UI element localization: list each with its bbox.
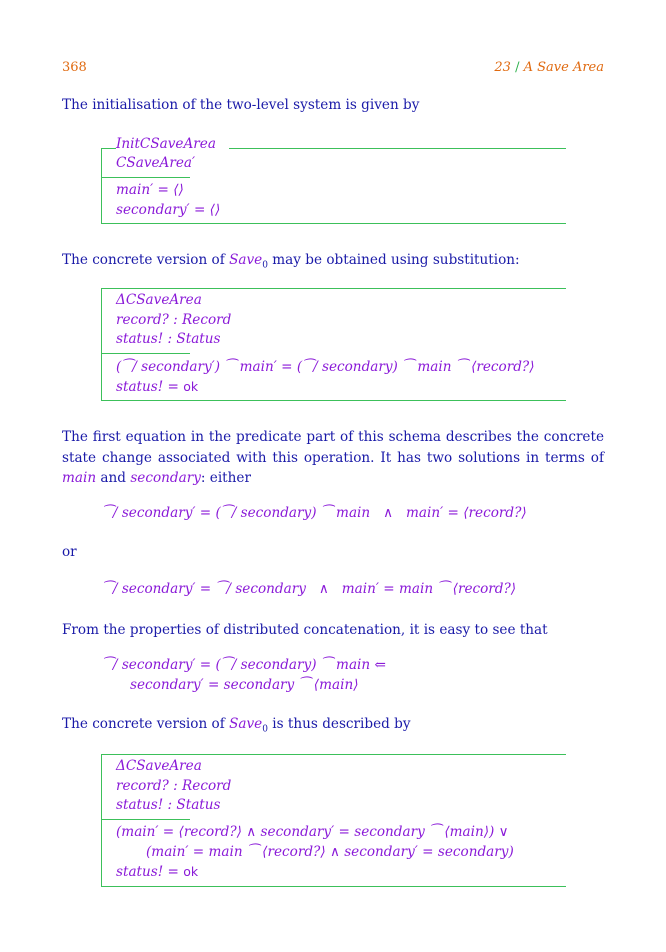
schema-predicate-1: (main′ = ⟨record?⟩ ∧ secondary′ = secondary ⁀ ⟨main⟩) ∨ xyxy=(116,824,509,840)
schema-divider xyxy=(101,819,190,820)
schema-left-rule xyxy=(101,288,102,401)
paragraph-substitution: The concrete version of Save$_0$ may be obtained using substitution: xyxy=(62,252,520,271)
schema-predicate-2: status! = ok xyxy=(116,379,199,395)
schema-bottom-rule xyxy=(101,223,566,224)
schema-top-rule xyxy=(229,148,566,149)
schema-declaration-3: status! : Status xyxy=(116,797,221,813)
paragraph-properties: From the properties of distributed concatenation, it is easy to see that xyxy=(62,622,548,638)
schema-declaration: CSaveArea′ xyxy=(116,155,196,171)
page-number: 368 xyxy=(62,60,87,75)
schema-declaration-2: record? : Record xyxy=(116,778,232,794)
schema-top-rule xyxy=(101,754,566,755)
chapter-number: 23 xyxy=(494,60,511,75)
equation-solution-1: ⁀/ secondary′ = (⁀/ secondary) ⁀ main ∧ main′ = ⟨record?⟩ xyxy=(102,505,527,521)
schema-top-stub xyxy=(101,148,116,149)
word-or: or xyxy=(62,544,77,560)
schema-divider xyxy=(101,353,190,354)
schema-predicate-2: (main′ = main ⁀ ⟨record?⟩ ∧ secondary′ = secondary) xyxy=(146,844,514,860)
schema-left-rule xyxy=(101,754,102,887)
schema-left-rule xyxy=(101,148,102,224)
schema-predicate-3: status! = ok xyxy=(116,864,199,880)
running-header xyxy=(494,60,604,75)
equation-implication-line-1: ⁀/ secondary′ = (⁀/ secondary) ⁀ main ⇐ xyxy=(102,657,386,673)
schema-predicate-2: secondary′ = ⟨⟩ xyxy=(116,202,221,218)
paragraph-concrete: The concrete version of Save$_0$ is thus described by xyxy=(62,716,411,735)
schema-divider xyxy=(101,177,190,178)
schema-predicate-1: (⁀/ secondary′) ⁀ main′ = (⁀/ secondary) ⁀ main ⁀ ⟨record?⟩ xyxy=(116,359,535,375)
equation-implication-line-2: secondary′ = secondary ⁀ ⟨main⟩ xyxy=(130,677,359,693)
schema-bottom-rule xyxy=(101,886,566,887)
equation-solution-2: ⁀/ secondary′ = ⁀/ secondary ∧ main′ = main ⁀ ⟨record?⟩ xyxy=(102,581,517,597)
paragraph-intro: The initialisation of the two-level system is given by xyxy=(62,97,420,113)
header-separator: / xyxy=(515,60,524,75)
schema-declaration-3: status! : Status xyxy=(116,331,221,347)
paragraph-explanation: The first equation in the predicate part of this schema describes the concrete state change associated with this operation. It has two solutions in terms of main and secondary: either xyxy=(62,429,604,486)
schema-predicate-1: main′ = ⟨⟩ xyxy=(116,182,184,198)
schema-declaration-2: record? : Record xyxy=(116,312,232,328)
schema-bottom-rule xyxy=(101,400,566,401)
schema-declaration-1: ΔCSaveArea xyxy=(116,758,202,774)
schema-declaration-1: ΔCSaveArea xyxy=(116,292,202,308)
chapter-title: A Save Area xyxy=(523,60,604,75)
schema-name: InitCSaveArea xyxy=(116,136,216,152)
schema-top-rule xyxy=(101,288,566,289)
